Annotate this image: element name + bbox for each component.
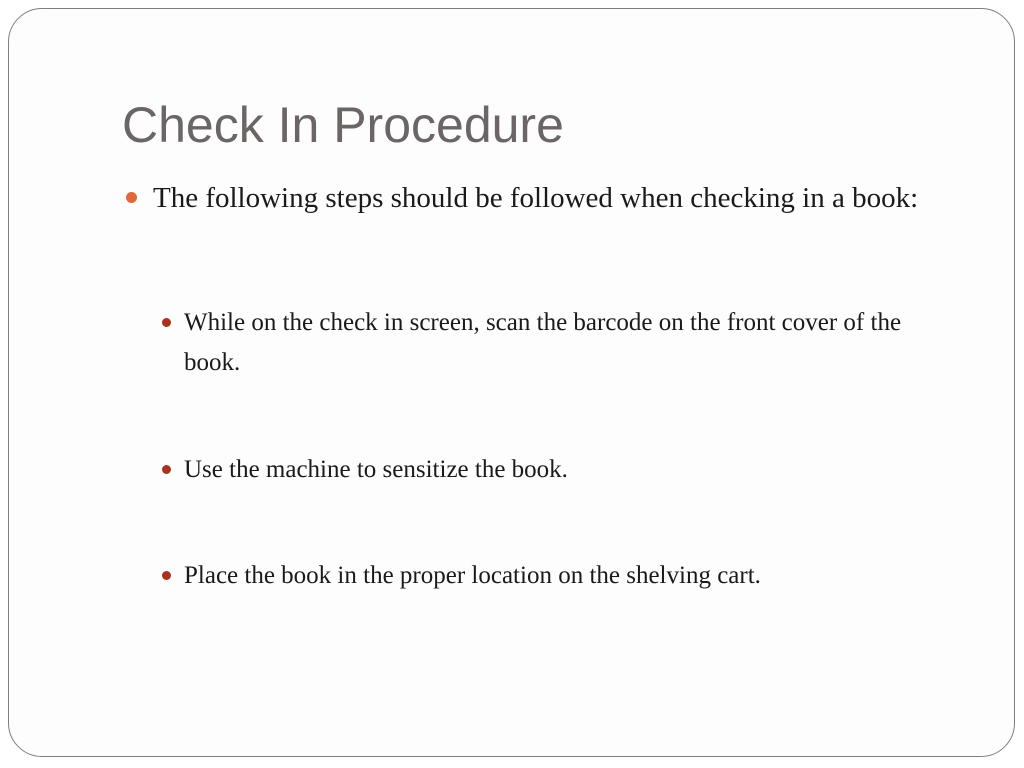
sub-bullet-text: While on the check in screen, scan the barcode on the front cover of the book. <box>184 309 902 376</box>
sub-bullet-dot-icon <box>162 318 171 327</box>
sub-bullet-sensitize <box>184 450 944 490</box>
slide-frame <box>8 8 1015 757</box>
sub-bullet-text: Place the book in the proper location on the shelving cart. <box>184 562 761 589</box>
sub-bullet-shelving-cart <box>184 556 944 596</box>
sub-bullet-text: Use the machine to sensitize the book. <box>184 456 568 483</box>
sub-bullet-dot-icon <box>162 571 171 580</box>
sub-bullet-dot-icon <box>162 465 171 474</box>
bullet-dot-icon <box>126 192 137 203</box>
slide-title: Check In Procedure <box>122 97 564 153</box>
bullet-level-1 <box>153 177 953 219</box>
bullet-text: The following steps should be followed when checking in a book: <box>153 182 919 214</box>
sub-bullet-scan-barcode <box>184 303 944 383</box>
